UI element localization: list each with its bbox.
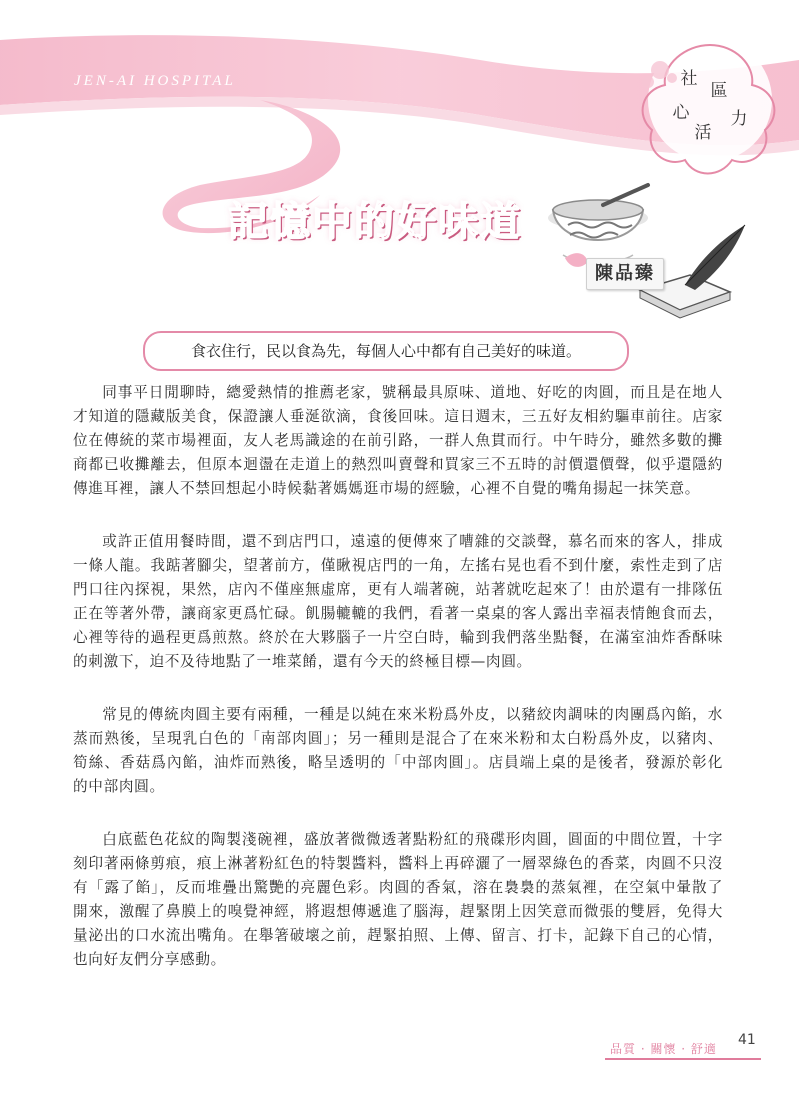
column-tag-char: 活 [694,123,712,143]
hospital-name: JEN-AI HOSPITAL [74,73,236,89]
column-tag-char: 區 [710,81,728,101]
page-number: 41 [738,1032,756,1048]
body-paragraph: 白底藍色花紋的陶製淺碗裡，盛放著微微透著點粉紅的飛碟形肉圓，圓面的中間位置，十字刻印著兩條剪痕，痕上淋著粉紅色的特製醬料，醬料上再碎灑了一層翠綠色的香菜，肉圓不只沒有「露了餡」，反而堆疊出驚艷的亮麗色彩。肉圓的香氣，溶在裊裊的蒸氣裡，在空氣中暈散了開來，激醒了鼻膜上的嗅覺神經，將遐想傳遞進了腦海，趕緊閉上因笑意而微張的雙唇，免得大量泌出的口水流出嘴角。在舉箸破壞之前，趕緊拍照、上傳、留言、打卡，記錄下自己的心情，也向好友們分享感動。 [73,831,723,968]
footer-divider [605,1058,761,1060]
article-title: 記憶中的好味道 [228,199,522,245]
body-paragraph: 常見的傳統肉圓主要有兩種，一種是以純在來米粉爲外皮，以豬絞肉調味的肉團爲內餡，水蒸而熟後，呈現乳白色的「南部肉圓」；另一種則是混合了在來米粉和太白粉爲外皮，以豬肉、筍絲、香菇爲內餡，油炸而熟後，略呈透明的「中部肉圓」。店員端上桌的是後者，發源於彰化的中部肉圓。 [73,706,723,795]
author-name: 陳品臻 [586,258,664,290]
soup-bowl-icon [548,185,648,263]
column-tag-char: 心 [672,103,690,123]
footer-motto: 品質 · 關懷 · 舒適 [610,1042,717,1056]
lead-quote: 食衣住行，民以食為先，每個人心中都有自己美好的味道。 [143,331,629,371]
article-body [73,381,723,1001]
header-banner [0,0,799,330]
body-paragraph: 同事平日閒聊時，總愛熱情的推薦老家，號稱最具原味、道地、好吃的肉圓，而且是在地人才知道的隱藏版美食，保證讓人垂涎欲滴，食後回味。這日週末，三五好友相約驅車前往。店家位在傳統的菜市場裡面，友人老馬識途的在前引路，一群人魚貫而行。中午時分，雖然多數的攤商都已收攤離去，但原本迴盪在走道上的熱烈叫賣聲和買家三不五時的討價還價聲，似乎還隱約傳進耳裡，讓人不禁回想起小時候黏著媽媽逛市場的經驗，心裡不自覺的嘴角揚起一抹笑意。 [73,384,723,497]
body-paragraph: 或許正值用餐時間，還不到店門口，遠遠的便傳來了嘈雜的交談聲，慕名而來的客人，排成一條人龍。我踮著腳尖，望著前方，僅瞅視店門的一角，左搖右晃也看不到什麼，索性走到了店門口往內探視，果然，店內不僅座無虛席，更有人端著碗，站著就吃起來了！由於還有一排隊伍正在等著外帶，讓商家更爲忙碌。飢腸轆轆的我們，看著一桌桌的客人露出幸福表情飽食而去，心裡等待的過程更爲煎熬。終於在大夥腦子一片空白時，輪到我們落坐點餐，在滿室油炸香酥味的刺激下，迫不及待地點了一堆菜餚，還有今天的終極目標—肉圓。 [73,533,723,670]
column-tag-char: 社 [680,69,698,89]
column-tag-char: 力 [730,109,748,129]
